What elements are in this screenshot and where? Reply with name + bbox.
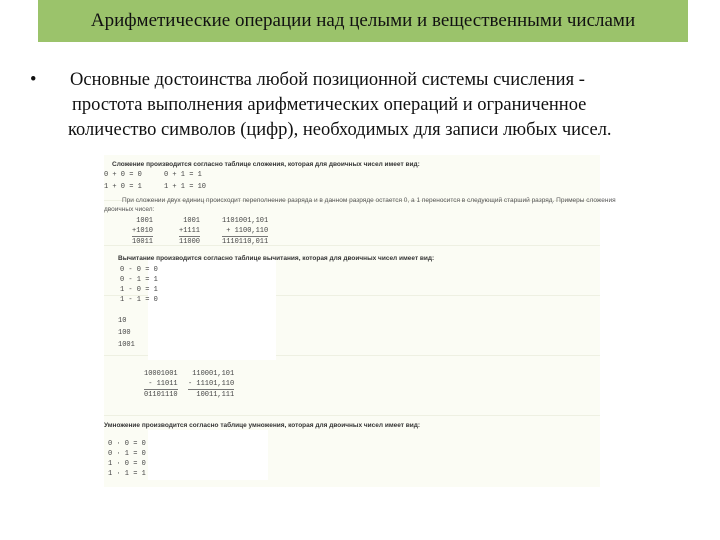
bullet-line: простота выполнения арифметических операций и ограниченное	[72, 95, 587, 115]
bullet-line: количество символов (цифр), необходимых для записи любых чисел.	[68, 120, 612, 140]
addition-note: двоичных чисел:	[104, 206, 155, 213]
example-line: 10011	[132, 238, 154, 246]
bullet-icon: •	[30, 70, 37, 90]
example-line: 1001	[183, 217, 201, 225]
example-line: 1101001,101	[222, 217, 269, 225]
table-row: 1 + 1 = 10	[164, 183, 207, 191]
table-row: 0 · 0 = 0	[108, 440, 146, 448]
multiplication-heading: Умножение производится согласно таблице умножения, которая для двоичных чисел имеет вид:	[104, 422, 421, 429]
example-line: +1111	[179, 227, 201, 235]
example-line: 10	[118, 317, 127, 325]
bullet-item	[30, 68, 680, 143]
example-line: 10001001	[144, 370, 178, 378]
example-line: 100	[118, 329, 131, 337]
addition-heading: Сложение производится согласно таблице сложения, которая для двоичных чисел имеет вид:	[112, 161, 420, 168]
table-row: 0 + 0 = 0	[104, 171, 142, 179]
slide-title: Арифметические операции над целыми и вещественными числами	[90, 10, 636, 31]
bullet-line: Основные достоинства любой позиционной системы счисления -	[70, 70, 585, 90]
example-line: 1001	[136, 217, 154, 225]
addition-note: При сложении двух единиц происходит переполнение разряда и в данном разряде остается 0, а 1 переносится в следующий старший разряд. Примеры сложения	[122, 197, 616, 204]
example-line: 1110110,011	[222, 238, 269, 246]
table-row: 1 + 0 = 1	[104, 183, 142, 191]
table-row: 1 - 1 = 0	[120, 296, 158, 304]
table-row: 1 · 0 = 0	[108, 460, 146, 468]
example-line: 1001	[118, 341, 135, 349]
table-row: 1 · 1 = 1	[108, 470, 146, 478]
slide-title-bar	[38, 0, 688, 42]
subtraction-heading: Вычитание производится согласно таблице вычитания, которая для двоичных чисел имеет вид:	[118, 255, 435, 262]
table-row: 0 - 0 = 0	[120, 266, 158, 274]
textbook-excerpt-image	[104, 155, 616, 487]
table-row: 0 · 1 = 0	[108, 450, 146, 458]
example-line: + 1100,110	[222, 226, 268, 237]
example-line: - 11011	[144, 379, 178, 390]
example-line: - 11101,110	[188, 380, 235, 388]
table-row: 0 - 1 = 1	[120, 276, 158, 284]
example-line: 110001,101	[192, 370, 235, 378]
table-row: 1 - 0 = 1	[120, 286, 158, 294]
example-line: 10011,111	[196, 391, 235, 399]
example-line: 11000	[179, 238, 201, 246]
example-line: +1010	[132, 227, 154, 235]
example-line: 01101110	[144, 391, 178, 399]
table-row: 0 + 1 = 1	[164, 171, 202, 179]
